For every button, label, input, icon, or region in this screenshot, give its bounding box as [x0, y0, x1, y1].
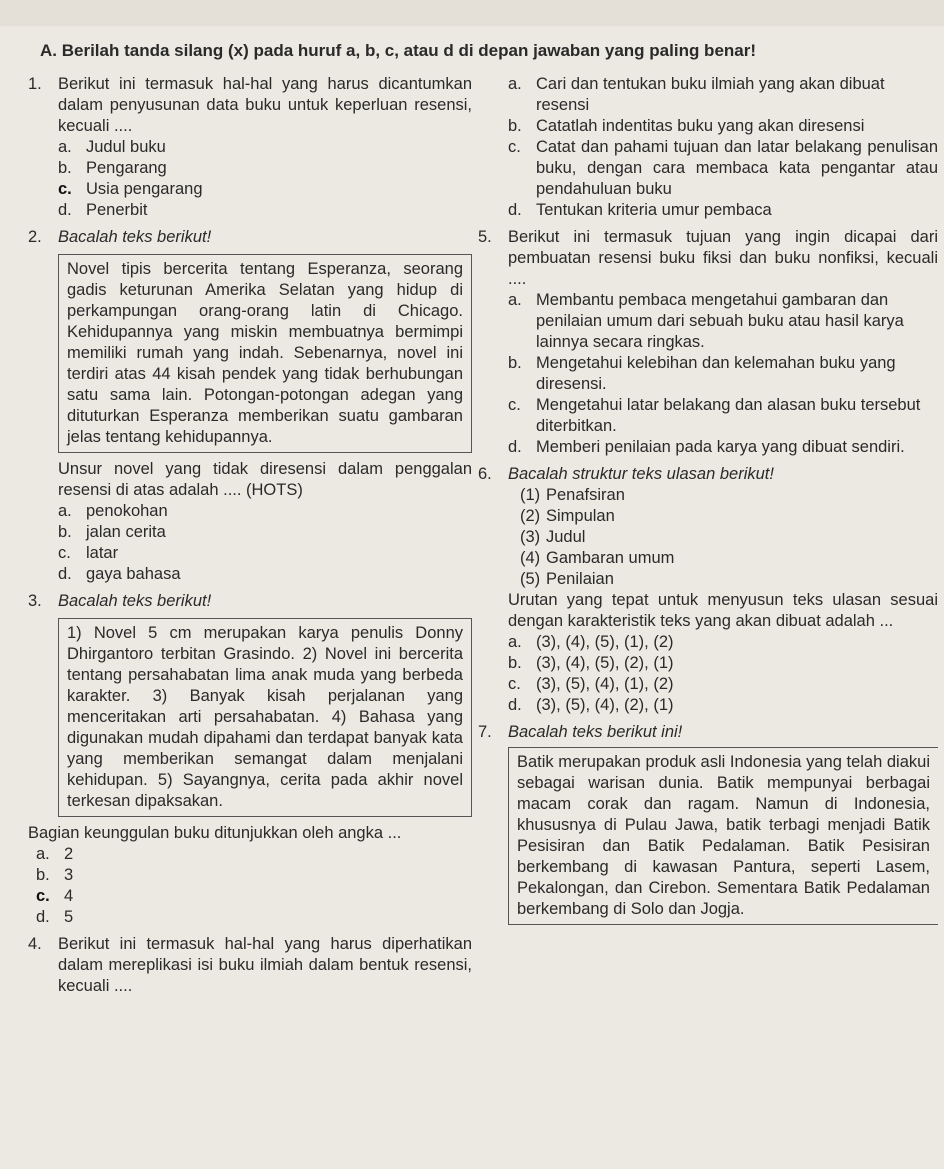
question-number: 2.: [28, 228, 42, 246]
option-d[interactable]: d. (3), (5), (4), (2), (1): [508, 696, 674, 714]
option-d[interactable]: d. gaya bahasa: [58, 565, 181, 583]
question-prompt: Unsur novel yang tidak diresensi dalam penggalan resensi di atas adalah .... (HOTS): [58, 460, 472, 499]
q4-option-b[interactable]: b. Catatlah indentitas buku yang akan diresensi: [508, 117, 865, 135]
option-a[interactable]: a. Membantu pembaca mengetahui gambaran dan penilaian umum dari sebuah buku atau hasil karya lainnya secara ringkas.: [508, 291, 904, 351]
option-b[interactable]: b. 3: [36, 866, 74, 884]
question-number: 5.: [478, 228, 492, 246]
option-a[interactable]: a. Judul buku: [58, 138, 166, 156]
question-text: Berikut ini termasuk hal-hal yang harus diperhatikan dalam mereplikasi isi buku ilmiah dalam bentuk resensi, kecuali ....: [58, 935, 472, 995]
question-prompt: Bagian keunggulan buku ditunjukkan oleh angka ...: [28, 824, 402, 842]
option-b[interactable]: b. jalan cerita: [58, 523, 166, 541]
structure-item: (5) Penilaian: [520, 570, 614, 588]
option-b[interactable]: b. Mengetahui kelebihan dan kelemahan buku yang diresensi.: [508, 354, 896, 393]
passage-box: 1) Novel 5 cm merupakan karya penulis Donny Dhirgantoro terbitan Grasindo. 2) Novel ini bercerita tentang persahabatan lima anak muda yang berbeda karakter. 3) Banyak kisah perjalanan yang menceritakan arti persahabatan. 4) Bahasa yang digunakan mudah dipahami dan terdapat banyak kata yang memberikan semangat dalam menjalani kehidupan. 5) Sayangnya, cerita pada akhir novel terkesan dipaksakan.: [58, 618, 472, 817]
option-d[interactable]: d. 5: [36, 908, 74, 926]
question-text: Bacalah teks berikut!: [58, 228, 212, 246]
passage-box: Batik merupakan produk asli Indonesia yang telah diakui sebagai warisan dunia. Batik mempunyai berbagai macam corak dan ragam. Namun di Indonesia, khususnya di Pulau Jawa, batik terbagi menjadi Batik Pesisiran dan Batik Pedalaman. Batik Pesisiran berkembang di kawasan Pantura, seperti Lasem, Pekalongan, dan Cirebon. Sementara Batik Pedalaman berkembang di Solo dan Jogja.: [508, 747, 938, 925]
question-5: [478, 227, 938, 458]
question-text: Bacalah teks berikut ini!: [508, 723, 683, 741]
option-a[interactable]: a. (3), (4), (5), (1), (2): [508, 633, 674, 651]
question-6: [478, 464, 938, 716]
question-1: [28, 74, 472, 221]
option-d[interactable]: d. Memberi penilaian pada karya yang dibuat sendiri.: [508, 438, 905, 456]
question-4: [28, 934, 472, 997]
question-text: Bacalah struktur teks ulasan berikut!: [508, 465, 774, 483]
question-number: 7.: [478, 723, 492, 741]
left-column: [28, 74, 472, 997]
structure-item: (2) Simpulan: [520, 507, 615, 525]
option-c-marked[interactable]: c. Usia pengarang: [58, 180, 203, 198]
option-c[interactable]: c. (3), (5), (4), (1), (2): [508, 675, 674, 693]
option-b[interactable]: b. Pengarang: [58, 159, 167, 177]
question-text: Berikut ini termasuk hal-hal yang harus dicantumkan dalam penyusunan data buku untuk keperluan resensi, kecuali ....: [58, 75, 472, 135]
q4-option-c[interactable]: c. Catat dan pahami tujuan dan latar belakang penulisan buku, dengan cara membaca kata pengantar atau pendahuluan buku: [508, 138, 938, 198]
option-d[interactable]: d. Penerbit: [58, 201, 148, 219]
section-heading: A. Berilah tanda silang (x) pada huruf a, b, c, atau d di depan jawaban yang paling benar!: [40, 41, 757, 60]
page-top-strip: [0, 0, 944, 26]
option-c-marked[interactable]: c. 4: [36, 887, 74, 905]
question-2: [28, 227, 472, 585]
question-number: 1.: [28, 75, 42, 93]
option-a[interactable]: a. penokohan: [58, 502, 168, 520]
question-text: Berikut ini termasuk tujuan yang ingin dicapai dari pembuatan resensi buku fiksi dan buku nonfiksi, kecuali ....: [508, 228, 938, 288]
question-number: 3.: [28, 592, 42, 610]
q4-option-d[interactable]: d. Tentukan kriteria umur pembaca: [508, 201, 772, 219]
question-number: 4.: [28, 935, 42, 953]
question-3: [28, 591, 472, 928]
structure-item: (4) Gambaran umum: [520, 549, 675, 567]
option-b[interactable]: b. (3), (4), (5), (2), (1): [508, 654, 674, 672]
passage-box: Novel tipis bercerita tentang Esperanza, seorang gadis keturunan Amerika Selatan yang hidup di perkampungan orang-orang latin di Chicago. Kehidupannya yang miskin membuatnya bermimpi memiliki rumah yang indah. Sebenarnya, novel ini terdiri atas 44 kisah pendek yang tidak berhubungan satu sama lain. Potongan-potongan adegan yang dituturkan Esperanza memberikan suatu gambaran jelas tentang kehidupannya.: [58, 254, 472, 453]
option-c[interactable]: c. latar: [58, 544, 119, 562]
structure-item: (3) Judul: [520, 528, 586, 546]
question-text: Bacalah teks berikut!: [58, 592, 212, 610]
question-number: 6.: [478, 465, 492, 483]
right-column: [478, 74, 938, 925]
option-a[interactable]: a. 2: [36, 845, 74, 863]
question-prompt: Urutan yang tepat untuk menyusun teks ulasan sesuai dengan karakteristik teks yang akan dibuat adalah ...: [508, 591, 938, 630]
q4-option-a[interactable]: a. Cari dan tentukan buku ilmiah yang akan dibuat resensi: [508, 75, 885, 114]
structure-item: (1) Penafsiran: [520, 486, 625, 504]
option-c[interactable]: c. Mengetahui latar belakang dan alasan buku tersebut diterbitkan.: [508, 396, 921, 435]
question-7: [478, 722, 938, 925]
